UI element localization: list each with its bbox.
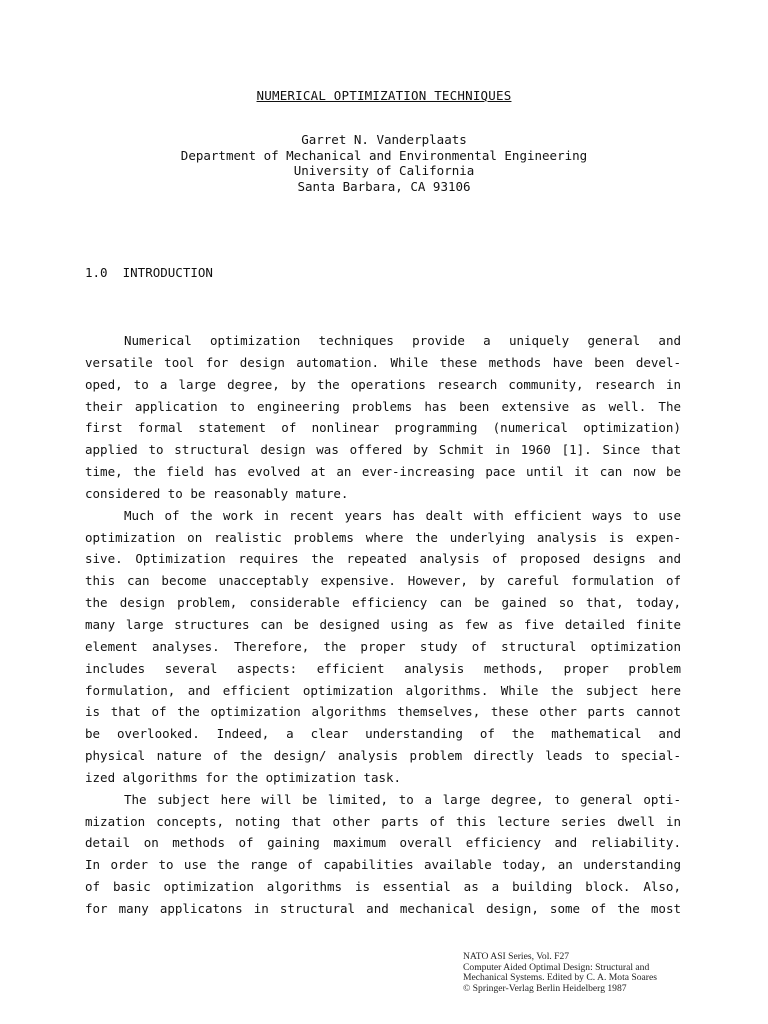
text-line: be overlooked. Indeed, a clear understanding of the mathematical and [85, 726, 681, 742]
text-line: considered to be reasonably mature. [85, 485, 349, 501]
text-line: the design problem, considerable efficiency can be gained so that, today, [85, 595, 681, 611]
text-line: physical nature of the design/ analysis problem directly leads to special- [85, 748, 681, 764]
footer-copyright: © Springer-Verlag Berlin Heidelberg 1987 [463, 982, 627, 994]
text-line: first formal statement of nonlinear programming (numerical optimization) [85, 420, 681, 436]
author-location: Santa Barbara, CA 93106 [297, 178, 471, 194]
text-line: mization concepts, noting that other parts of this lecture series dwell in [85, 813, 681, 829]
text-line: this can become unacceptably expensive. However, by careful formulation of [85, 573, 681, 589]
text-line: oped, to a large degree, by the operations research community, research in [85, 376, 681, 392]
text-line: includes several aspects: efficient analysis methods, proper problem [85, 660, 681, 676]
author-university: University of California [293, 163, 475, 178]
section-heading: 1.0 INTRODUCTION [85, 265, 213, 280]
paper-title: NUMERICAL OPTIMIZATION TECHNIQUES [256, 88, 512, 103]
footer-book-title-1: Computer Aided Optimal Design: Structural and [463, 961, 650, 973]
text-line: versatile tool for design automation. While these methods have been devel- [85, 354, 681, 370]
footer-series: NATO ASI Series, Vol. F27 [463, 951, 570, 962]
text-line: their application to engineering problems has been extensive as well. The [85, 398, 681, 414]
text-line: element analyses. Therefore, the proper study of structural optimization [85, 638, 681, 654]
text-line: Numerical optimization techniques provide a uniquely general and [124, 333, 681, 348]
text-line: for many applicatons in structural and mechanical design, some of the most [85, 900, 681, 916]
text-line: formulation, and efficient optimization algorithms. While the subject here [85, 682, 681, 698]
text-line: time, the field has evolved at an ever-increasing pace until it can now be [85, 464, 681, 480]
text-line: applied to structural design was offered by Schmit in 1960 [1]. Since that [85, 442, 681, 458]
body-text [85, 330, 681, 920]
text-line: ized algorithms for the optimization task. [85, 769, 402, 785]
publication-footer [463, 952, 713, 994]
text-line: In order to use the range of capabilities available today, an understanding [85, 857, 681, 873]
text-line: Much of the work in recent years has dealt with efficient ways to use [124, 507, 681, 523]
author-name: Garret N. Vanderplaats [301, 132, 467, 147]
paragraph [85, 505, 681, 789]
text-line: of basic optimization algorithms is essential as a building block. Also, [85, 879, 681, 895]
paragraph [85, 330, 681, 505]
author-block [0, 132, 768, 194]
text-line: detail on methods of gaining maximum overall efficiency and reliability. [85, 835, 681, 851]
text-line: many large structures can be designed using as few as five detailed finite [85, 616, 681, 632]
author-department: Department of Mechanical and Environmental Engineering [180, 147, 588, 163]
paragraph [85, 789, 681, 920]
footer-book-title-2: Mechanical Systems. Edited by C. A. Mota Soares [463, 972, 657, 984]
text-line: sive. Optimization requires the repeated analysis of proposed designs and [85, 551, 681, 567]
text-line: optimization on realistic problems where the underlying analysis is expen- [85, 529, 681, 545]
text-line: is that of the optimization algorithms themselves, these other parts cannot [85, 704, 681, 720]
text-line: The subject here will be limited, to a large degree, to general opti- [124, 791, 681, 807]
